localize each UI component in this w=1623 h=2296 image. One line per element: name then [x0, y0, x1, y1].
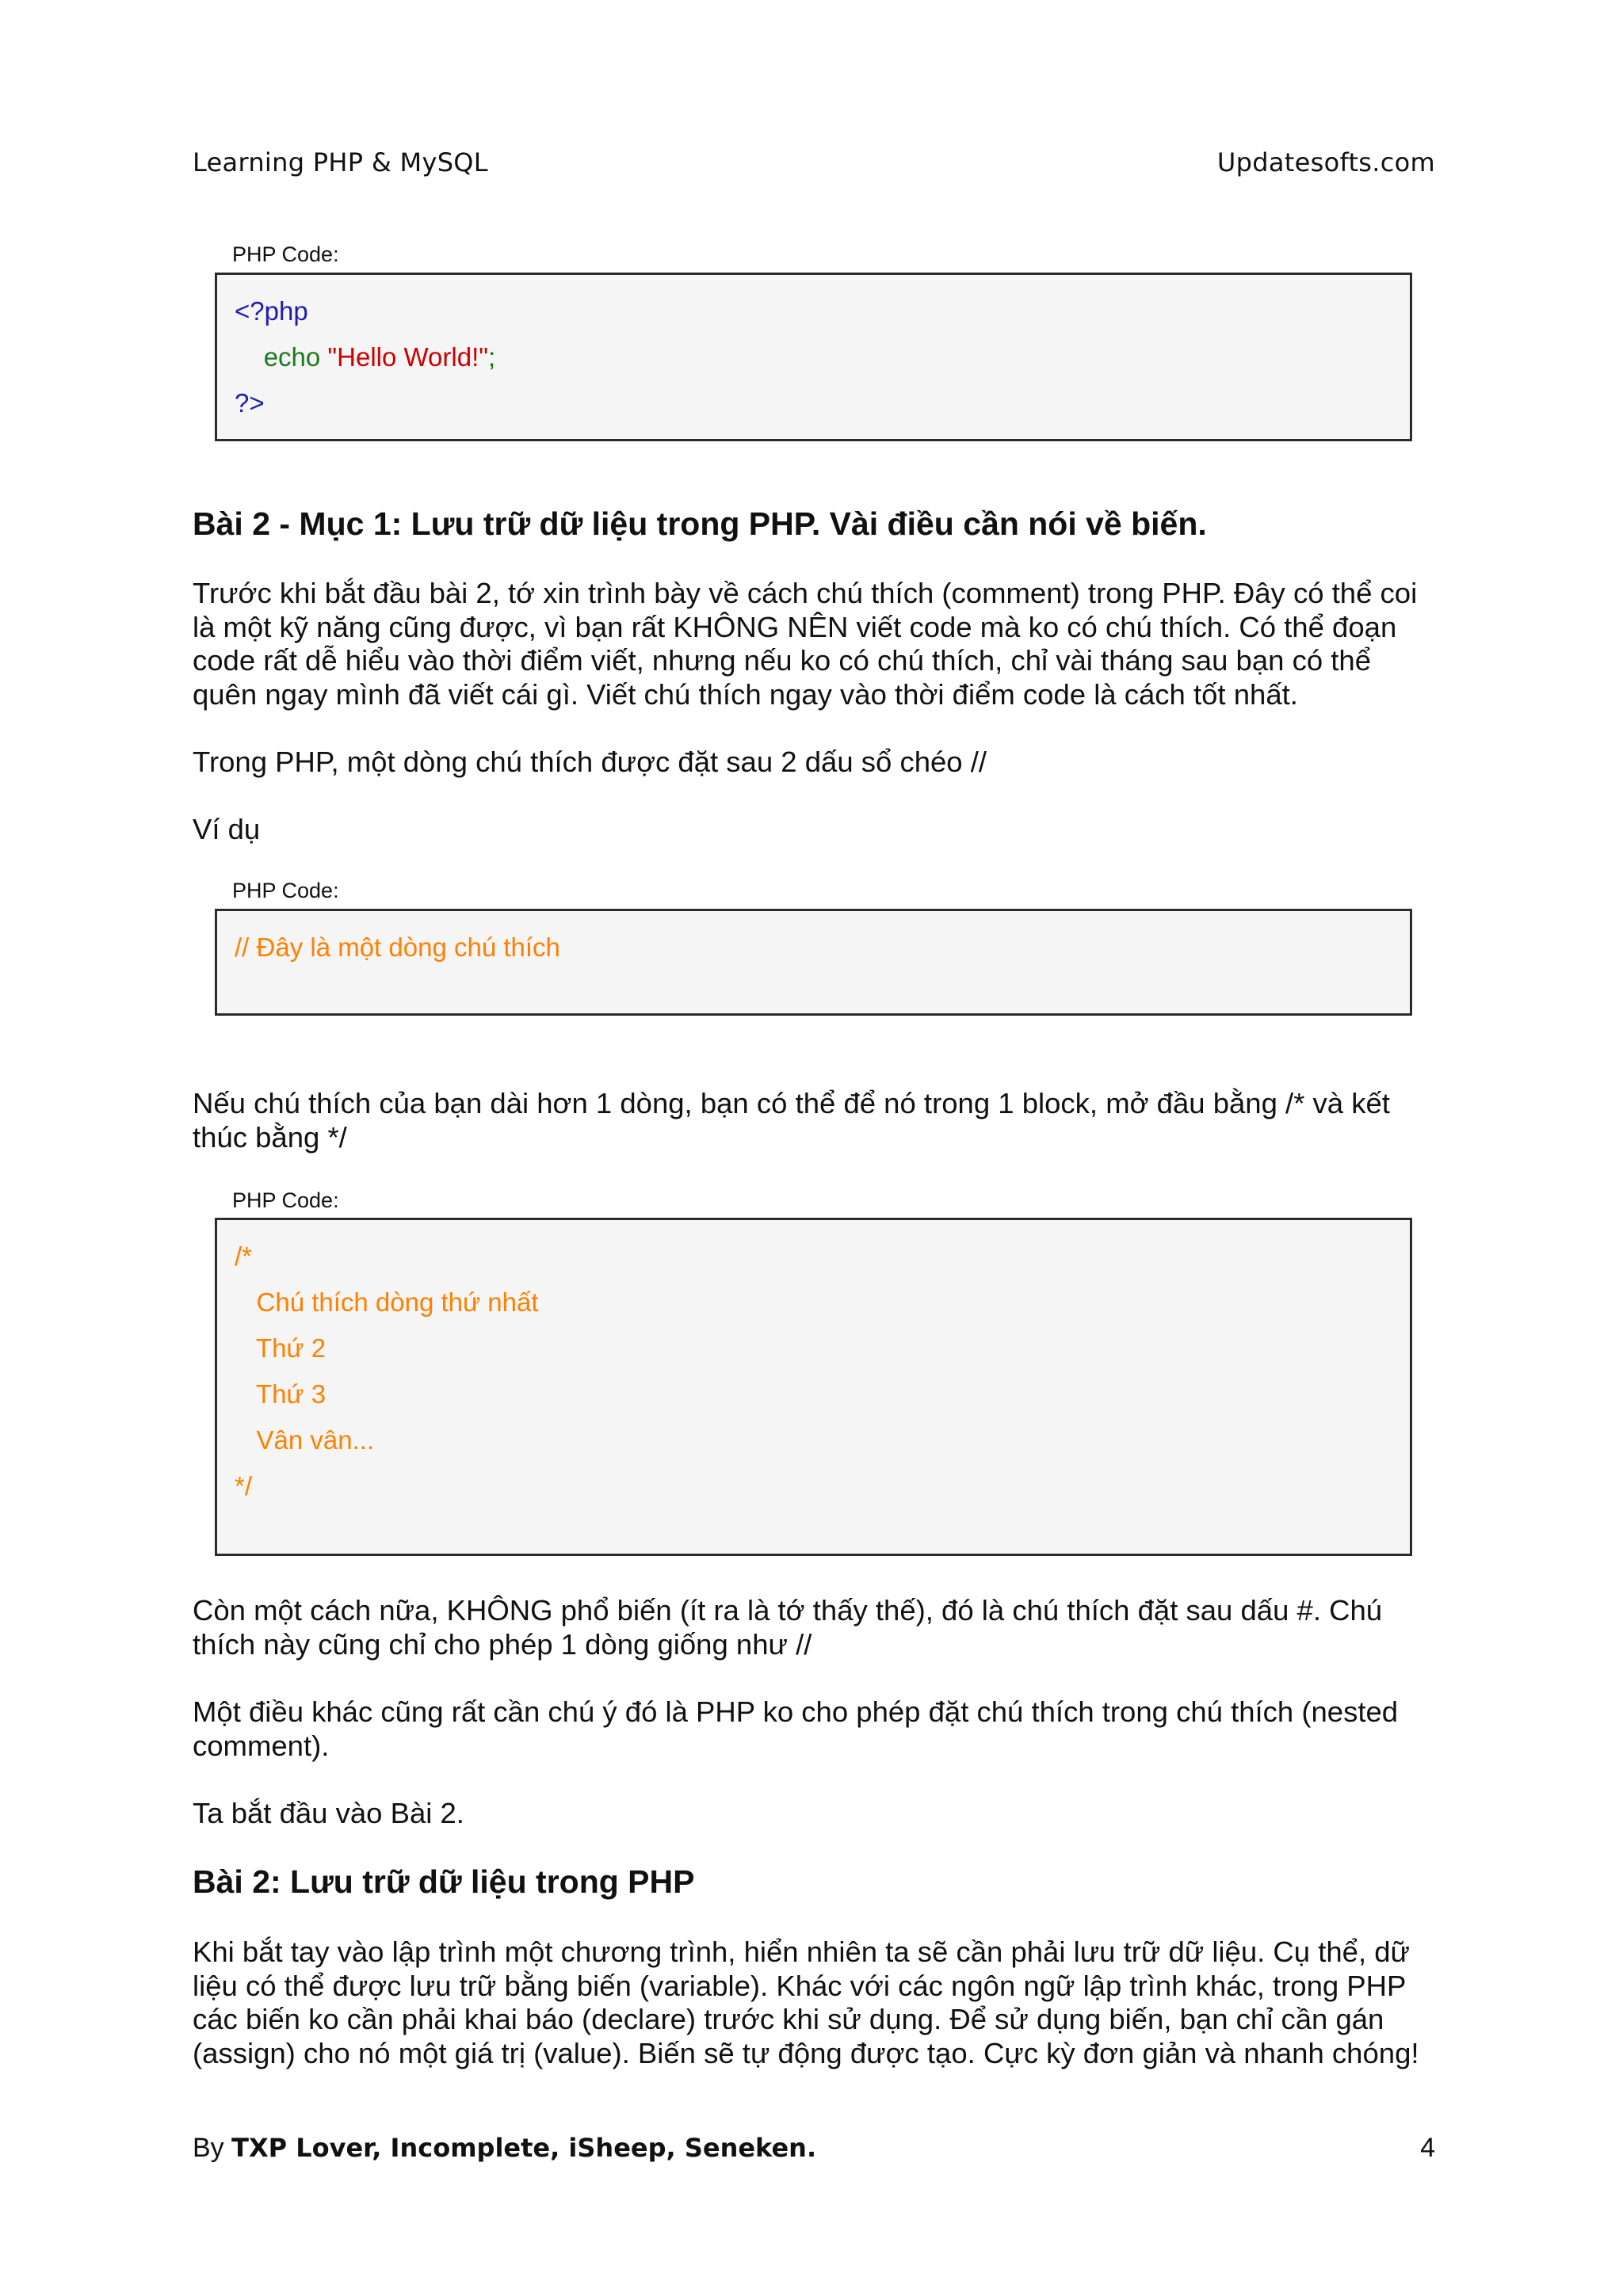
code-token: "Hello World!": [327, 342, 488, 372]
footer-authors: TXP Lover, Incomplete, iSheep, Seneken.: [231, 2133, 817, 2163]
footer-by: By: [193, 2133, 224, 2163]
code-line: [235, 1469, 1410, 1515]
header-site: Updatesofts.com: [1216, 147, 1435, 177]
code-line: [235, 294, 1410, 340]
code-line: [235, 386, 1410, 432]
code-line: [235, 1331, 1410, 1377]
code-label: PHP Code:: [232, 1188, 339, 1212]
paragraph-text: Ví dụ: [193, 813, 261, 845]
code-token: */: [235, 1471, 253, 1501]
paragraph-text: Trong PHP, một dòng chú thích được đặt sau 2 dấu sổ chéo //: [193, 746, 987, 778]
code-line: [235, 1423, 1410, 1469]
code-block: [215, 273, 1412, 441]
paragraph-text: Còn một cách nữa, KHÔNG phổ biến (ít ra là tớ thấy thế), đó là chú thích đặt sau dấu #. Chú thích này cũng chỉ cho phép 1 dòng giống như //: [193, 1594, 1383, 1661]
paragraph: [193, 577, 1437, 711]
code-token: /*: [235, 1241, 253, 1271]
code-line: [235, 1239, 1410, 1285]
code-token: ?>: [235, 388, 265, 418]
code-token: Vân vân...: [256, 1425, 375, 1455]
page-footer: [193, 2133, 1435, 2164]
paragraph: [193, 1936, 1437, 2070]
page-header: [193, 147, 1435, 177]
footer-credits: [193, 2133, 816, 2164]
paragraph-text: Nếu chú thích của bạn dài hơn 1 dòng, bạn có thể để nó trong 1 block, mở đầu bằng /* và kết thúc bằng */: [193, 1087, 1390, 1154]
paragraph-text: Trước khi bắt đầu bài 2, tớ xin trình bày về cách chú thích (comment) trong PHP. Đây có thể coi là một kỹ năng cũng được, vì bạn rất KHÔNG NÊN viết code mà ko có chú thích. Có thể đoạn code rất dễ hiểu vào thời điểm viết, nhưng nếu ko có chú thích, chỉ vài tháng sau bạn có thể quên ngay mình đã viết cái gì. Viết chú thích ngay vào thời điểm code là cách tốt nhất.: [193, 577, 1418, 711]
code-line: [235, 1285, 1410, 1331]
code-token: <?php: [235, 296, 308, 326]
code-token: // Đây là một dòng chú thích: [235, 933, 560, 962]
paragraph: [193, 1695, 1437, 1763]
code-token: Chú thích dòng thứ nhất: [256, 1287, 539, 1317]
code-label: PHP Code:: [232, 242, 339, 266]
header-title: Learning PHP & MySQL: [193, 147, 488, 177]
code-token: Thứ 3: [255, 1379, 327, 1409]
code-token: echo: [263, 342, 321, 372]
paragraph: [193, 746, 1437, 780]
paragraph-text: Khi bắt tay vào lập trình một chương trình, hiển nhiên ta sẽ cần phải lưu trữ dữ liệu. Cụ thể, dữ liệu có thể được lưu trữ bằng biến (variable). Khác với các ngôn ngữ lập trình khác, trong PHP các biến ko cần phải khai báo (declare) trước khi sử dụng. Để sử dụng biến, bạn chỉ cần gán (assign) cho nó một giá trị (value). Biến sẽ tự động được tạo. Cực kỳ đơn giản và nhanh chóng!: [193, 1936, 1419, 2069]
code-label: PHP Code:: [232, 879, 339, 902]
section-heading: Bài 2: Lưu trữ dữ liệu trong PHP: [193, 1863, 695, 1900]
paragraph: [193, 1594, 1437, 1661]
code-block: [215, 909, 1412, 1016]
code-block: [215, 1218, 1412, 1556]
paragraph-text: Ta bắt đầu vào Bài 2.: [193, 1797, 464, 1829]
code-token: Thứ 2: [255, 1333, 327, 1363]
paragraph: [193, 1797, 1437, 1831]
section-heading: Bài 2 - Mục 1: Lưu trữ dữ liệu trong PHP. Vài điều cần nói về biến.: [193, 505, 1207, 542]
page-number: 4: [1420, 2133, 1435, 2163]
code-line: [235, 1377, 1410, 1423]
code-line: [235, 340, 1410, 386]
code-token: ;: [487, 342, 496, 372]
paragraph: [193, 1087, 1437, 1154]
paragraph: [193, 813, 1437, 847]
code-line: [235, 930, 1410, 976]
paragraph-text: Một điều khác cũng rất cần chú ý đó là PHP ko cho phép đặt chú thích trong chú thích (nested comment).: [193, 1695, 1399, 1762]
